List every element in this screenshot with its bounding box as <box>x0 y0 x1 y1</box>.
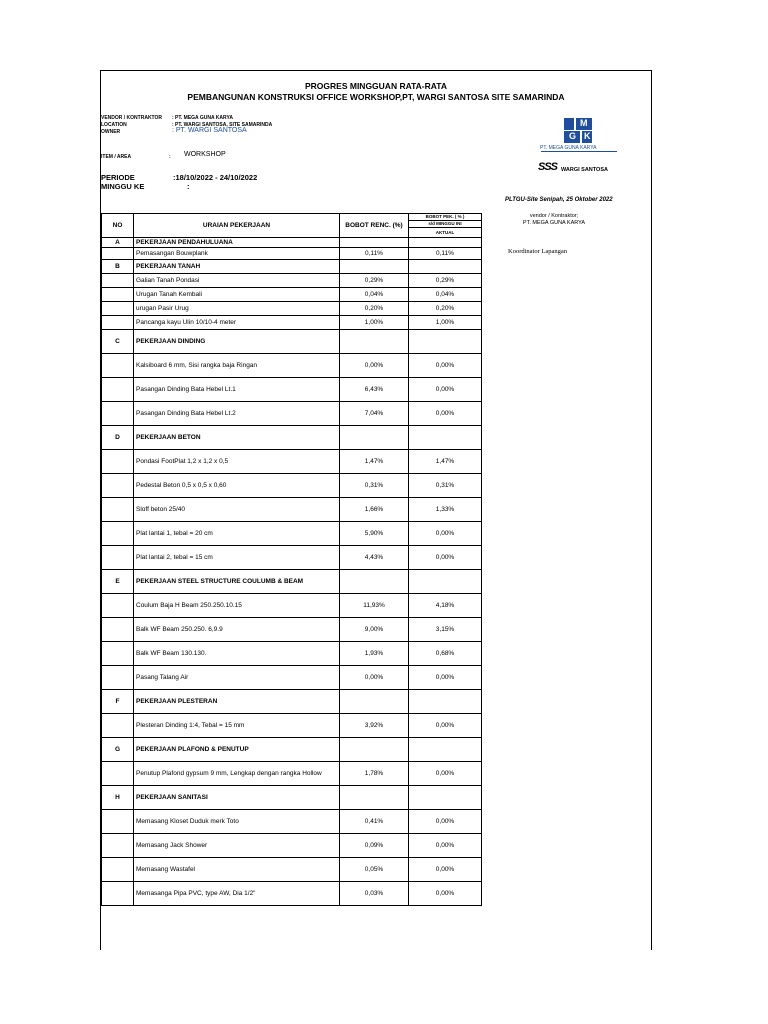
row-actual: 4,18% <box>409 594 482 618</box>
row-desc: PEKERJAAN SANITASI <box>134 786 340 810</box>
row-no <box>102 618 134 642</box>
table-row <box>102 522 482 546</box>
row-plan <box>340 786 409 810</box>
row-actual: 0,20% <box>409 302 482 316</box>
row-desc: PEKERJAAN STEEL STRUCTURE COULUMB & BEAM <box>134 570 340 594</box>
table-row <box>102 302 482 316</box>
table-row <box>102 762 482 786</box>
row-actual <box>409 330 482 354</box>
row-desc: Kalsiboard 6 mm, Sisi rangka baja Ringan <box>134 354 340 378</box>
row-desc: Penutup Plafond gypsum 9 mm, Lengkap dengan rangka Hollow <box>134 762 340 786</box>
row-plan: 4,43% <box>340 546 409 570</box>
periode-value: :18/10/2022 - 24/10/2022 <box>173 173 258 182</box>
row-no <box>102 642 134 666</box>
row-desc: Pedestal Beton 0,5 x 0,5 x 0,60 <box>134 474 340 498</box>
row-plan: 0,03% <box>340 882 409 906</box>
table-row <box>102 378 482 402</box>
row-plan: 0,29% <box>340 274 409 288</box>
row-actual <box>409 690 482 714</box>
row-plan <box>340 426 409 450</box>
row-plan: 0,04% <box>340 288 409 302</box>
item-area-label: ITEM / AREA <box>101 154 132 160</box>
table-row <box>102 882 482 906</box>
row-no <box>102 316 134 330</box>
row-actual: 0,11% <box>409 248 482 260</box>
row-actual: 0,00% <box>409 834 482 858</box>
section-row <box>102 260 482 274</box>
row-actual <box>409 570 482 594</box>
header-plan: BOBOT RENC. (%) <box>340 214 409 238</box>
row-no <box>102 498 134 522</box>
row-actual: 0,00% <box>409 714 482 738</box>
row-desc: Plat lantai 2, tebal = 15 cm <box>134 546 340 570</box>
row-desc: Pancanga kayu Ulin 10/10-4 meter <box>134 316 340 330</box>
row-desc: Balk WF Beam 130.130. <box>134 642 340 666</box>
row-desc: PEKERJAAN PLAFOND & PENUTUP <box>134 738 340 762</box>
row-no: B <box>102 260 134 274</box>
row-plan: 11,93% <box>340 594 409 618</box>
row-desc: Pemasangan Bouwplank <box>134 248 340 260</box>
row-no <box>102 522 134 546</box>
row-actual <box>409 786 482 810</box>
row-actual: 0,00% <box>409 522 482 546</box>
table-row <box>102 498 482 522</box>
row-no <box>102 594 134 618</box>
table-row <box>102 474 482 498</box>
header-group: BOBOT PEK. ( % ) <box>409 214 482 221</box>
row-actual <box>409 426 482 450</box>
row-actual: 0,00% <box>409 810 482 834</box>
vendor-sign-label: vendor / Kontraktor; <box>529 213 579 219</box>
row-plan: 5,90% <box>340 522 409 546</box>
section-row <box>102 690 482 714</box>
report-subtitle: PEMBANGUNAN KONSTRUKSI OFFICE WORKSHOP,PT, WARGI SANTOSA SITE SAMARINDA <box>187 92 565 102</box>
minggu-value: : <box>187 182 190 191</box>
row-actual: 0,29% <box>409 274 482 288</box>
row-no <box>102 248 134 260</box>
row-actual: 0,04% <box>409 288 482 302</box>
row-plan: 6,43% <box>340 378 409 402</box>
vendor-sign-name: PT. MEGA GUNA KARYA <box>522 220 586 226</box>
table-row <box>102 546 482 570</box>
location-label: LOCATION <box>101 122 127 128</box>
table-row <box>102 810 482 834</box>
mgk-underline <box>541 151 617 152</box>
owner-label: OWNER <box>101 129 121 135</box>
progress-table <box>101 213 482 906</box>
table-row <box>102 354 482 378</box>
section-row <box>102 570 482 594</box>
coordinator-label: Koordinator Lapangan <box>508 248 568 255</box>
table-row <box>102 642 482 666</box>
row-no <box>102 378 134 402</box>
row-desc: Pondasi FootPlat 1,2 x 1,2 x 0,5 <box>134 450 340 474</box>
row-no <box>102 402 134 426</box>
row-actual: 0,00% <box>409 354 482 378</box>
header-desc: URAIAN PEKERJAAN <box>134 214 340 238</box>
section-row <box>102 426 482 450</box>
row-plan: 0,00% <box>340 354 409 378</box>
row-no <box>102 666 134 690</box>
table-row <box>102 618 482 642</box>
row-no: C <box>102 330 134 354</box>
row-desc: PEKERJAAN DINDING <box>134 330 340 354</box>
row-desc: Sloff beton 25/40 <box>134 498 340 522</box>
row-plan <box>340 690 409 714</box>
row-plan: 0,31% <box>340 474 409 498</box>
mgk-caption: PT. MEGA GUNA KARYA <box>540 145 597 151</box>
row-no <box>102 858 134 882</box>
section-row <box>102 238 482 248</box>
row-actual <box>409 738 482 762</box>
row-no <box>102 302 134 316</box>
row-desc: PEKERJAAN PLESTERAN <box>134 690 340 714</box>
row-no: E <box>102 570 134 594</box>
row-actual: 0,00% <box>409 546 482 570</box>
table-row <box>102 450 482 474</box>
row-desc: Coulum Baja H Beam 250.250.10.15 <box>134 594 340 618</box>
owner-value: : PT. WARGI SANTOSA <box>172 127 247 134</box>
location-value: : PT. WARGI SANTOSA, SITE SAMARINDA <box>172 122 273 128</box>
row-plan: 0,09% <box>340 834 409 858</box>
row-desc: Pasangan Dinding Bata Hebel Lt.1 <box>134 378 340 402</box>
table-row <box>102 288 482 302</box>
table-row <box>102 834 482 858</box>
row-plan <box>340 238 409 248</box>
row-actual: 1,33% <box>409 498 482 522</box>
row-desc: Plesteran Dinding 1:4, Tebal = 15 mm <box>134 714 340 738</box>
row-plan <box>340 738 409 762</box>
row-plan: 1,00% <box>340 316 409 330</box>
row-no: G <box>102 738 134 762</box>
vendor-value: : PT. MEGA GUNA KARYA <box>172 115 233 121</box>
wargi-santosa-logo-mark: SSS <box>538 161 558 173</box>
header-no: NO <box>102 214 134 238</box>
minggu-label: MINGGU KE <box>101 182 145 191</box>
row-no <box>102 810 134 834</box>
row-desc: Galian Tanah Pondasi <box>134 274 340 288</box>
row-no <box>102 546 134 570</box>
row-plan: 0,20% <box>340 302 409 316</box>
header-actual: AKTUAL <box>409 228 482 238</box>
row-desc: Memasang Kloset Duduk merk Toto <box>134 810 340 834</box>
row-plan: 1,93% <box>340 642 409 666</box>
row-actual: 0,00% <box>409 378 482 402</box>
row-no <box>102 762 134 786</box>
item-area-colon: : <box>169 154 171 160</box>
section-row <box>102 738 482 762</box>
row-no: D <box>102 426 134 450</box>
table-row <box>102 402 482 426</box>
table-row <box>102 316 482 330</box>
row-actual: 0,00% <box>409 882 482 906</box>
row-plan <box>340 570 409 594</box>
row-desc: Pasangan Dinding Bata Hebel Lt.2 <box>134 402 340 426</box>
row-plan: 1,66% <box>340 498 409 522</box>
row-no <box>102 354 134 378</box>
row-plan <box>340 330 409 354</box>
report-sheet <box>100 70 652 950</box>
row-no: H <box>102 786 134 810</box>
row-actual: 0,00% <box>409 666 482 690</box>
row-no <box>102 288 134 302</box>
wargi-santosa-logo-text: WARGI SANTOSA <box>561 167 608 173</box>
row-desc: Memasang Wastafel <box>134 858 340 882</box>
row-actual: 0,31% <box>409 474 482 498</box>
row-plan: 1,47% <box>340 450 409 474</box>
item-area-value: WORKSHOP <box>184 151 226 158</box>
row-actual: 0,00% <box>409 858 482 882</box>
row-desc: Pasang Talang Air <box>134 666 340 690</box>
table-row <box>102 858 482 882</box>
row-no: F <box>102 690 134 714</box>
location-date: PLTGU-Site Senipah, 25 Oktober 2022 <box>505 197 613 203</box>
section-row <box>102 330 482 354</box>
table-row <box>102 666 482 690</box>
mgk-logo: M G K <box>564 118 592 143</box>
vendor-label: VENDOR / KONTRAKTOR <box>101 115 163 121</box>
row-plan <box>340 260 409 274</box>
table-row <box>102 714 482 738</box>
row-no <box>102 834 134 858</box>
row-actual <box>409 238 482 248</box>
row-no <box>102 882 134 906</box>
row-desc: Memasang Jack Shower <box>134 834 340 858</box>
header-group-sub: s/d MINGGU INI <box>409 221 482 228</box>
row-plan: 0,00% <box>340 666 409 690</box>
row-actual: 0,00% <box>409 762 482 786</box>
row-no <box>102 474 134 498</box>
row-actual: 1,00% <box>409 316 482 330</box>
row-no <box>102 714 134 738</box>
row-plan: 1,78% <box>340 762 409 786</box>
row-desc: PEKERJAAN BETON <box>134 426 340 450</box>
row-actual: 0,00% <box>409 402 482 426</box>
row-desc: urugan Pasir Urug <box>134 302 340 316</box>
row-actual: 1,47% <box>409 450 482 474</box>
row-plan: 0,41% <box>340 810 409 834</box>
row-plan: 7,04% <box>340 402 409 426</box>
section-row <box>102 786 482 810</box>
row-desc: Balk WF Beam 250.250. 6,9.9 <box>134 618 340 642</box>
row-desc: Urugan Tanah Kembali <box>134 288 340 302</box>
row-actual: 3,15% <box>409 618 482 642</box>
row-plan: 0,05% <box>340 858 409 882</box>
row-no: A <box>102 238 134 248</box>
periode-label: PERIODE <box>101 173 135 182</box>
row-desc: PEKERJAAN PENDAHULUANA <box>134 238 340 248</box>
row-desc: Plat lantai 1, tebal = 20 cm <box>134 522 340 546</box>
report-title: PROGRES MINGGUAN RATA-RATA <box>305 81 447 91</box>
row-plan: 9,00% <box>340 618 409 642</box>
table-row <box>102 594 482 618</box>
table-row <box>102 274 482 288</box>
table-row <box>102 248 482 260</box>
row-no <box>102 450 134 474</box>
row-no <box>102 274 134 288</box>
row-actual <box>409 260 482 274</box>
row-desc: PEKERJAAN TANAH <box>134 260 340 274</box>
row-plan: 3,92% <box>340 714 409 738</box>
row-actual: 0,68% <box>409 642 482 666</box>
row-desc: Memasanga Pipa PVC, type AW, Dia 1/2" <box>134 882 340 906</box>
row-plan: 0,11% <box>340 248 409 260</box>
